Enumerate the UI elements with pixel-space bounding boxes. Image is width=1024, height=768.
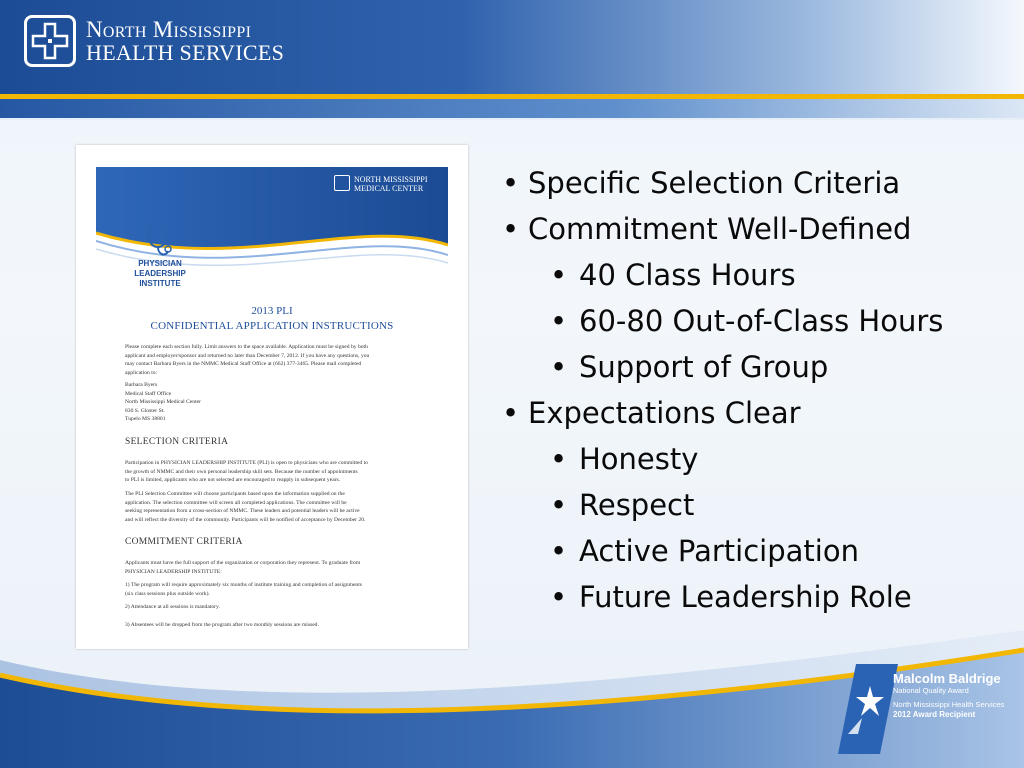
bullet-text: Commitment Well-Defined [528,212,912,246]
organization-name [86,18,284,64]
award-recipient-org: North Mississippi Health Services [893,700,1005,709]
bullet-text: Support of Group [579,350,829,384]
selection-paragraph-2 [125,490,425,524]
bullet-glyph: • [502,212,520,246]
address-line: North Mississippi Medical Center [125,399,201,406]
bullet-item [500,394,1000,440]
bullet-text: Future Leadership Role [579,580,912,614]
address-line: Barbara Byers [125,382,158,388]
document-address [125,381,425,424]
bullet-glyph: • [550,442,568,476]
selection-paragraph-1 [125,459,425,485]
bullet-glyph: • [550,534,568,568]
program-line2: LEADERSHIP [134,269,186,278]
bullet-glyph: • [550,258,568,292]
bullet-glyph: • [550,488,568,522]
commitment-line: PHYSICIAN LEADERSHIP INSTITUTE: [125,568,222,575]
selection-line: Participation in PHYSICIAN LEADERSHIP INSTITUTE (PLI) is open to physicians who are committed to [125,460,368,466]
bullet-text: 40 Class Hours [579,258,796,292]
stethoscope-icon [144,225,174,259]
address-line: Medical Staff Office [125,390,172,397]
bullet-glyph: • [550,580,568,614]
logo-badge [24,15,76,67]
bullet-glyph: • [502,166,520,200]
intro-line: applicant and employer/sponsor and returned no later than December 7, 2012. If you have any questions, you [125,352,370,359]
bullet-text: Active Participation [579,534,859,568]
intro-line: Please complete each section fully. Limit answers to the space available. Application must be signed by both [125,344,368,350]
address-line: 830 S. Gloster St. [125,407,165,414]
org-name-line1: North Mississippi [86,17,252,42]
program-line1: PHYSICIAN [138,259,182,268]
bullet-text: Respect [579,488,695,522]
selection-line: seeking representation from a cross-section of NMMC. These leaders and potential leaders will be active [125,508,360,515]
bullet-item [500,210,1000,256]
address-line: Tupelo MS 38801 [125,416,166,423]
sub-bullet-item [500,440,1000,486]
bullet-text: Expectations Clear [528,396,801,430]
commitment-item-line: 1) The program will require approximately six months of institute training and completion of assignments [125,582,362,588]
program-line3: INSTITUTE [139,279,181,288]
document-crest-icon [334,175,350,191]
commitment-item-1 [125,581,425,598]
intro-line: may contact Barbara Byers in the NMMC Medical Staff Office at (662) 377-3465. Please mail completed [125,361,362,368]
header-band [0,0,1024,120]
bullet-text: Specific Selection Criteria [528,166,901,200]
award-title: Malcolm Baldrige [893,671,1001,686]
bullet-list [500,164,1000,624]
baldrige-star-logo-icon [838,664,898,754]
commitment-line: Applicants must have the full support of the organization or corporation they represent. To graduate from [125,560,361,566]
bullet-text: 60-80 Out-of-Class Hours [579,304,944,338]
sub-bullet-item [500,302,1000,348]
document-title-year: 2013 PLI [251,305,293,317]
commitment-item-2 [125,603,425,612]
selection-line: to PLI is limited, applicants who are not selected are encouraged to reapply in subsequent years. [125,477,341,484]
bullet-glyph: • [550,304,568,338]
org-name-line2: HEALTH SERVICES [86,40,285,65]
sub-bullet-item [500,256,1000,302]
document-title: CONFIDENTIAL APPLICATION INSTRUCTIONS [150,320,394,332]
doc-brand-line1: NORTH MISSISSIPPI [354,175,428,184]
selection-line: The PLI Selection Committee will choose participants based upon the information supplied on the [125,491,345,497]
sub-bullet-item [500,578,1000,624]
document-intro [125,343,425,377]
selection-line: the growth of NMMC and their own personal leadership skill sets. Because the number of appointments [125,468,358,475]
commitment-paragraph [125,559,425,576]
selection-line: and will reflect the diversity of the community. Participants will be notified of acceptance by December 20. [125,516,366,523]
cross-shield-icon [31,22,69,60]
bullet-glyph: • [550,350,568,384]
award-text [893,672,1019,720]
bullet-text: Honesty [579,442,699,476]
doc-brand-line2: MEDICAL CENTER [354,184,424,193]
commitment-item-line: 2) Attendance at all sessions is mandatory. [125,604,220,610]
bullet-item [500,164,1000,210]
baldrige-award-badge [838,664,1018,754]
selection-line: application. The selection committee will screen all completed applications. The committee will be [125,499,347,506]
program-label [124,259,196,289]
commitment-item-3 [125,621,425,630]
commitment-item-line: 3) Absentees will be dropped from the program after two monthly sessions are missed. [125,622,319,628]
selection-criteria-heading: SELECTION CRITERIA [125,437,229,447]
sub-bullet-item [500,486,1000,532]
sub-bullet-item [500,532,1000,578]
intro-line: application to: [125,369,158,376]
commitment-item-line: (six class sessions plus outside work). [125,590,210,597]
commitment-criteria-heading: COMMITMENT CRITERIA [125,537,243,547]
application-document-thumbnail [76,145,468,649]
award-subtitle: National Quality Award [893,686,969,695]
award-recipient-year: 2012 Award Recipient [893,710,976,719]
bullet-glyph: • [502,396,520,430]
sub-bullet-item [500,348,1000,394]
